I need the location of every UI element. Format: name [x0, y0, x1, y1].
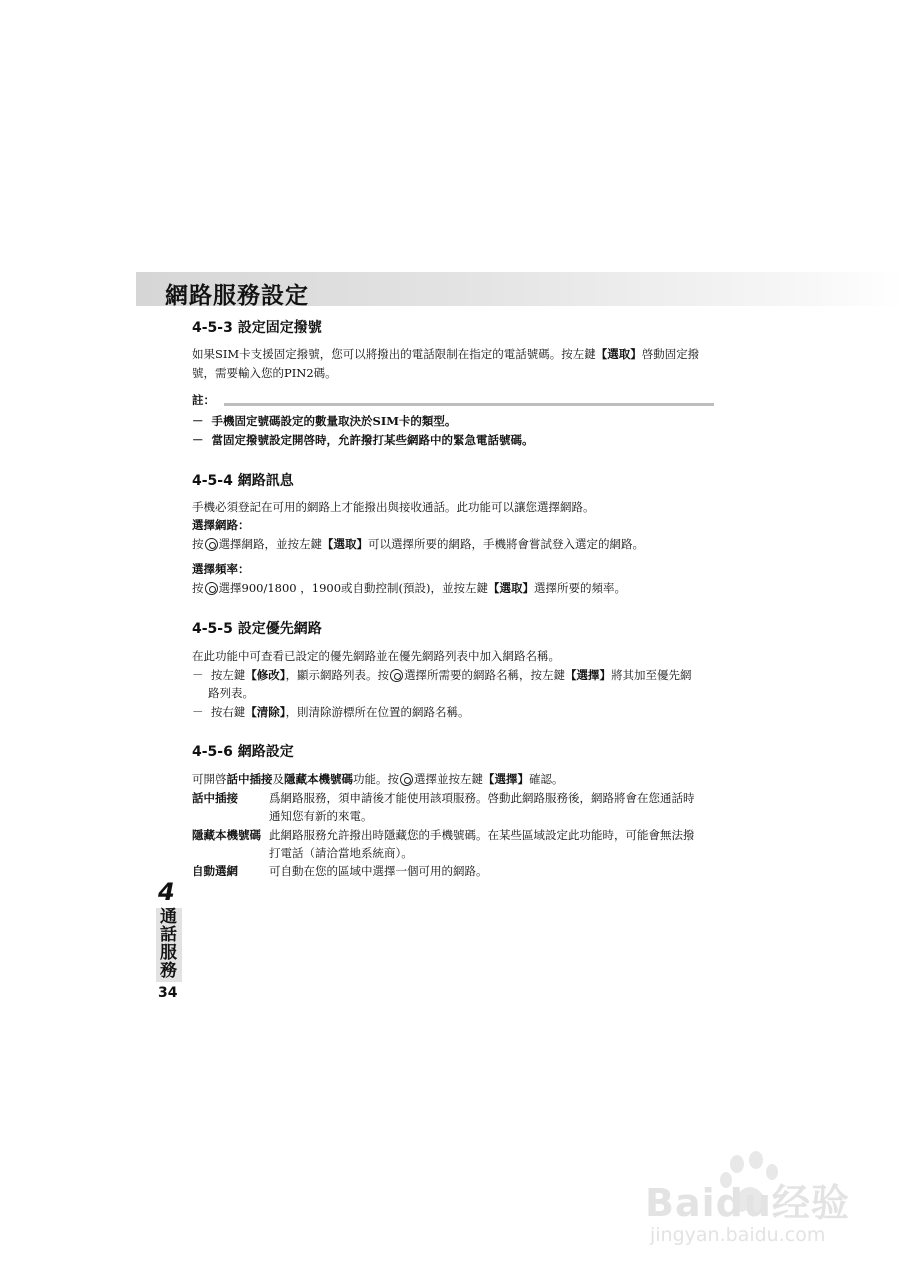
key-choose: 【選擇】 — [565, 668, 612, 682]
def-term: 話中插接 — [192, 791, 238, 805]
text: 將其加至優先網 — [611, 668, 692, 682]
text: 功能。按 — [353, 772, 399, 786]
dash: － — [192, 414, 212, 428]
heading-4-5-5: 4-5-5 設定優先網路 — [192, 621, 322, 637]
text: ，顯示網路列表。按 — [285, 668, 390, 682]
def-desc: 打電話（請洽當地系統商）。 — [269, 846, 413, 860]
paragraph-select-network — [192, 535, 644, 554]
paragraph-4-5-6 — [192, 770, 564, 789]
key-modify: 【修改】 — [245, 668, 286, 682]
note-label: 註： — [192, 393, 215, 407]
key-select: 【選取】 — [488, 581, 534, 595]
text: 選擇並按左鍵 — [414, 772, 483, 786]
paragraph-4-5-3 — [192, 345, 732, 383]
term: 隱藏本機號碼 — [284, 772, 353, 786]
dash: － — [192, 705, 211, 719]
nav-key-icon — [390, 669, 403, 682]
def-desc: 爲網路服務，須申請後才能使用該項服務。啓動此網路服務後，網路將會在您通話時 — [269, 791, 695, 805]
text: 選擇網路，並按左鍵 — [218, 537, 322, 551]
def-desc: 可自動在您的區域中選擇一個可用的網路。 — [269, 864, 488, 878]
chapter-title: 通話服務 — [160, 907, 177, 981]
note-divider — [224, 403, 714, 406]
text: 號，需要輸入您的PIN2碼。 — [192, 366, 337, 380]
key-clear: 【清除】 — [245, 705, 286, 719]
paragraph-select-band — [192, 579, 626, 598]
text: 選擇所需要的網路名稱，按左鍵 — [404, 668, 566, 682]
nav-key-icon — [205, 538, 218, 551]
def-term: 隱藏本機號碼 — [192, 828, 261, 842]
text: 按右鍵 — [210, 705, 246, 719]
text: 及 — [272, 772, 284, 786]
paragraph-4-5-5: 在此功能中可查看已設定的優先網路並在優先網路列表中加入網路名稱。 — [192, 649, 560, 663]
text: 啓動固定撥 — [641, 347, 700, 361]
def-desc: 此網路服務允許撥出時隱藏您的手機號碼。在某些區域設定此功能時，可能會無法撥 — [269, 828, 695, 842]
text: 確認。 — [529, 772, 564, 786]
chapter-number: 4 — [158, 878, 175, 906]
sub-label-select-band: 選擇頻率： — [192, 562, 250, 576]
page-title: 網路服務設定 — [165, 283, 309, 309]
list-item — [192, 666, 692, 685]
dash: － — [192, 433, 212, 447]
nav-key-icon — [400, 773, 413, 786]
text: 按左鍵 — [210, 668, 246, 682]
nav-key-icon — [205, 582, 218, 595]
watermark-url: jingyan.baidu.com — [650, 1224, 826, 1246]
page-number: 34 — [158, 985, 178, 1001]
key-select: 【選取】 — [595, 347, 642, 361]
text: 選擇所要的頻率。 — [534, 581, 626, 595]
text: 按 — [192, 537, 204, 551]
sub-label-select-network: 選擇網路： — [192, 518, 250, 532]
key-select: 【選取】 — [322, 537, 368, 551]
heading-4-5-6: 4-5-6 網路設定 — [192, 744, 294, 760]
text: 選擇900/1800 ，1900或自動控制(預設)，並按左鍵 — [218, 581, 488, 595]
dash: － — [192, 668, 211, 682]
text: ，則清除游標所在位置的網路名稱。 — [285, 705, 470, 719]
list-item-continuation: 路列表。 — [208, 686, 254, 700]
def-desc: 通知您有新的來電。 — [269, 809, 373, 823]
note-item — [192, 431, 534, 450]
list-item — [192, 703, 470, 722]
key-choose: 【選擇】 — [483, 772, 529, 786]
text: 按 — [192, 581, 204, 595]
note-item — [192, 412, 456, 431]
def-term: 自動選網 — [192, 864, 238, 878]
note-text: 當固定撥號設定開啓時，允許撥打某些網路中的緊急電話號碼。 — [211, 433, 534, 447]
paragraph-4-5-4: 手機必須登記在可用的網路上才能撥出與接收通話。此功能可以讓您選擇網路。 — [192, 500, 595, 514]
text: 可以選擇所要的網路，手機將會嘗試登入選定的網路。 — [368, 537, 644, 551]
baidu-watermark — [640, 1150, 860, 1260]
watermark-logo-text: Baidu经验 — [645, 1181, 850, 1225]
heading-4-5-3: 4-5-3 設定固定撥號 — [192, 320, 322, 336]
term: 話中插接 — [226, 772, 273, 786]
text: 如果SIM卡支援固定撥號，您可以將撥出的電話限制在指定的電話號碼。按左鍵 — [192, 347, 596, 361]
heading-4-5-4: 4-5-4 網路訊息 — [192, 473, 294, 489]
note-text: 手機固定號碼設定的數量取決於SIM卡的類型。 — [211, 414, 457, 428]
text: 可開啓 — [192, 772, 227, 786]
